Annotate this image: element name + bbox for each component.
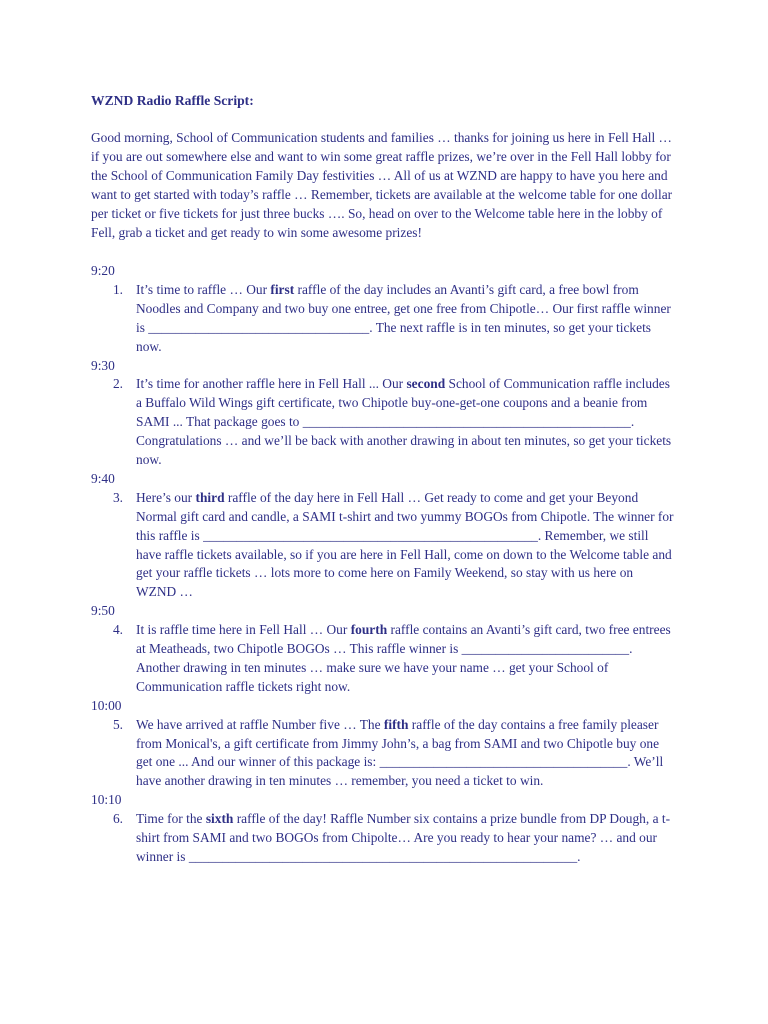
- raffle-text-end: . The next raffle is in ten minutes, so get your tickets now.: [136, 319, 651, 354]
- raffle-text-end: . Congratulations … and we’ll be back with another drawing in about ten minutes, so get your tickets now.: [136, 414, 672, 468]
- raffle-item: [91, 281, 691, 357]
- winner-blank: __________________________________________________: [203, 527, 538, 543]
- raffle-time: 10:00: [91, 697, 122, 713]
- raffle-text-after: raffle of the day includes an Avanti’s gift card, a free bowl from Noodles and Company and two buy one entree, get one free from Chipotle… Our first raffle winner is: [136, 281, 671, 335]
- intro-paragraph: Good morning, School of Communication students and families … thanks for joining us here in Fell Hall … if you are out somewhere else and want to win some great raffle prizes, we’re over in the Fell Hall lobby for the School of Communication Family Day festivities … All of us at WZND are happy to have you here and want to get started with today’s raffle … Remember, tickets are available at the welcome table for one dollar per ticket or five tickets for just three bucks …. So, head on over to the Welcome table here in the lobby of Fell, grab a ticket and get ready to win some awesome prizes!: [91, 130, 673, 240]
- raffle-text-before: Time for the: [136, 811, 206, 827]
- raffle-sections: [91, 262, 691, 867]
- winner-blank: _________________________________: [148, 319, 370, 335]
- raffle-time: 10:10: [91, 792, 122, 808]
- raffle-section: [91, 262, 691, 357]
- raffle-text-before: We have arrived at raffle Number five … The: [136, 716, 384, 732]
- raffle-time: 9:20: [91, 263, 115, 278]
- raffle-text: [136, 810, 676, 867]
- raffle-time: 9:40: [91, 470, 115, 486]
- raffle-number: 4.: [112, 622, 123, 638]
- raffle-ordinal: second: [406, 376, 446, 392]
- raffle-text-before: Here’s our: [136, 489, 196, 505]
- raffle-text-end: .: [577, 849, 581, 864]
- raffle-text-before: It’s time to raffle … Our: [136, 281, 271, 297]
- raffle-number: 6.: [112, 811, 123, 827]
- raffle-number: 2.: [112, 376, 123, 392]
- raffle-text-end: . Remember, we still have raffle tickets available, so if you are here in Fell Hall, come on down to the Welcome table and get your raffle tickets … lots more to come here on Family Weekend, so stay with us here on WZND …: [136, 527, 672, 600]
- raffle-section: [91, 791, 691, 867]
- raffle-ordinal: fourth: [350, 622, 388, 638]
- winner-blank: _____________________________________: [379, 754, 628, 770]
- raffle-section: [91, 470, 691, 602]
- raffle-text-after: raffle contains an Avanti’s gift card, two free entrees at Meatheads, two Chipotle BOGOs … This raffle winner is: [136, 622, 671, 657]
- raffle-number: 1.: [112, 281, 123, 297]
- raffle-text-end: . Another drawing in ten minutes … make sure we have your name … get your School of Communication raffle tickets right now.: [136, 641, 633, 694]
- raffle-ordinal: fifth: [383, 716, 409, 732]
- raffle-text-after: School of Communication raffle includes a Buffalo Wild Wings gift certificate, two Chipotle buy-one-get-one coupons and a beanie from SAMI ... That package goes to: [136, 376, 670, 430]
- raffle-ordinal: third: [195, 489, 225, 505]
- raffle-number: 3.: [112, 489, 123, 505]
- raffle-item: [91, 621, 691, 697]
- raffle-time: 9:30: [91, 357, 115, 373]
- raffle-section: [91, 602, 691, 697]
- winner-blank: _________________________________________________: [302, 414, 631, 430]
- raffle-text-after: raffle of the day here in Fell Hall … Get ready to come and get your Beyond Normal gift card and candle, a SAMI t-shirt and two yummy BOGOs from Chipotle. The winner for this raffle is: [136, 489, 674, 543]
- raffle-number: 5.: [112, 716, 123, 732]
- raffle-text: [136, 621, 676, 697]
- winner-blank: _________________________: [461, 641, 630, 657]
- document-title: WZND Radio Raffle Script:: [91, 93, 254, 108]
- raffle-section: [91, 697, 691, 792]
- raffle-text-after: raffle of the day contains a free family pleaser from Monical's, a gift certificate from Jimmy John’s, a bag from SAMI and two Chipotle buy one get one ... And our winner of this package is:: [136, 716, 660, 770]
- winner-blank: __________________________________________________________: [188, 849, 578, 864]
- raffle-item: [91, 716, 691, 792]
- raffle-text-before: It is raffle time here in Fell Hall … Our: [136, 622, 351, 638]
- raffle-item: [91, 489, 691, 602]
- raffle-time: 9:50: [91, 603, 115, 619]
- raffle-ordinal: sixth: [205, 811, 234, 827]
- raffle-text: [136, 375, 676, 470]
- raffle-text: [136, 489, 676, 602]
- raffle-item: [91, 375, 691, 470]
- raffle-text-after: raffle of the day! Raffle Number six contains a prize bundle from DP Dough, a t-shirt from SAMI and two BOGOs from Chipolte… Are you ready to hear your name? … and our winner is: [136, 811, 671, 864]
- raffle-text: [136, 281, 676, 357]
- raffle-text-end: . We’ll have another drawing in ten minutes … remember, you need a ticket to win.: [136, 754, 664, 789]
- raffle-text-before: It’s time for another raffle here in Fell Hall ... Our: [136, 376, 407, 392]
- raffle-ordinal: first: [270, 281, 295, 297]
- raffle-text: [136, 716, 676, 792]
- raffle-item: [91, 810, 691, 867]
- raffle-section: [91, 357, 691, 470]
